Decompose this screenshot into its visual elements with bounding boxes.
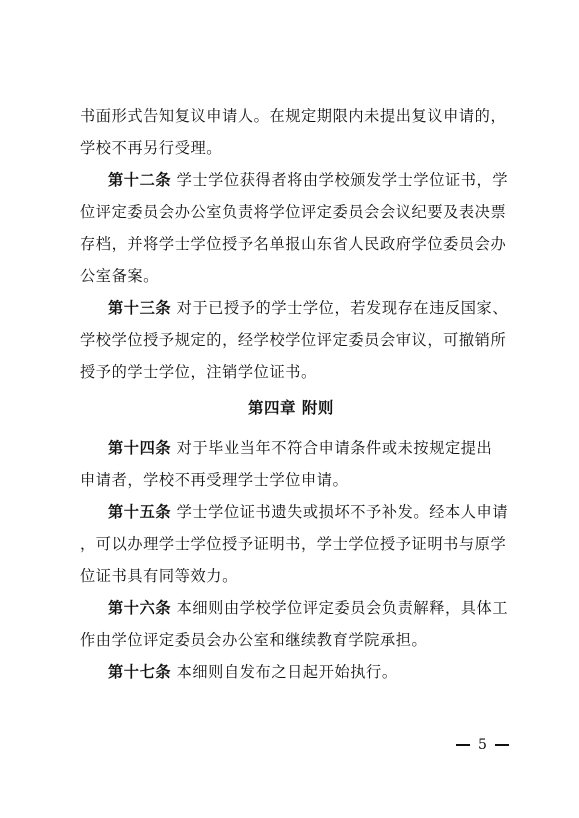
article-13-text: 对于已授予的学士学位，若发现存在违反国家、 bbox=[176, 299, 509, 317]
article-14-text: 对于毕业当年不符合申请条件或未按规定提出 bbox=[176, 439, 493, 457]
article-17-text: 本细则自发布之日起开始执行。 bbox=[176, 663, 398, 681]
paragraph-line: 书面形式告知复议申请人。在规定期限内未提出复议申请的， bbox=[80, 107, 507, 125]
page-footer bbox=[456, 736, 509, 754]
paragraph-line: 位评定委员会办公室负责将学位评定委员会会议纪要及表决票 bbox=[80, 203, 507, 221]
footer-dash-right bbox=[495, 744, 509, 746]
footer-dash-left bbox=[456, 744, 470, 746]
article-16-label: 第十六条 bbox=[108, 599, 172, 617]
paragraph-line: 位证书具有同等效力。 bbox=[80, 567, 238, 585]
article-16-first-line bbox=[108, 598, 508, 618]
chapter-heading: 第四章 附则 bbox=[248, 399, 334, 417]
article-15-label: 第十五条 bbox=[108, 503, 172, 521]
article-15-first-line bbox=[108, 502, 508, 522]
paragraph-line: 存档，并将学士学位授予名单报山东省人民政府学位委员会办 bbox=[80, 235, 507, 253]
article-16-text: 本细则由学校学位评定委员会负责解释，具体工 bbox=[176, 599, 509, 617]
article-17-first-line bbox=[108, 662, 398, 682]
article-14-first-line bbox=[108, 438, 492, 458]
article-13-label: 第十三条 bbox=[108, 299, 172, 317]
article-14-label: 第十四条 bbox=[108, 439, 172, 457]
paragraph-line: 申请者，学校不再受理学士学位申请。 bbox=[80, 471, 349, 489]
article-12-text: 学士学位获得者将由学校颁发学士学位证书，学 bbox=[176, 171, 509, 189]
article-12-first-line bbox=[108, 170, 508, 190]
article-13-first-line bbox=[108, 298, 508, 318]
paragraph-line: 学校学位授予规定的，经学校学位评定委员会审议，可撤销所 bbox=[80, 331, 507, 349]
paragraph-line: 作由学位评定委员会办公室和继续教育学院承担。 bbox=[80, 631, 428, 649]
paragraph-line: ，可以办理学士学位授予证明书，学士学位授予证明书与原学 bbox=[80, 535, 507, 553]
article-17-label: 第十七条 bbox=[108, 663, 172, 681]
paragraph-line: 授予的学士学位，注销学位证书。 bbox=[80, 363, 317, 381]
paragraph-line: 公室备案。 bbox=[80, 267, 159, 285]
article-15-text: 学士学位证书遗失或损坏不予补发。经本人申请 bbox=[176, 503, 509, 521]
article-12-label: 第十二条 bbox=[108, 171, 172, 189]
paragraph-line: 学校不再另行受理。 bbox=[80, 139, 223, 157]
page-number: 5 bbox=[478, 737, 487, 753]
